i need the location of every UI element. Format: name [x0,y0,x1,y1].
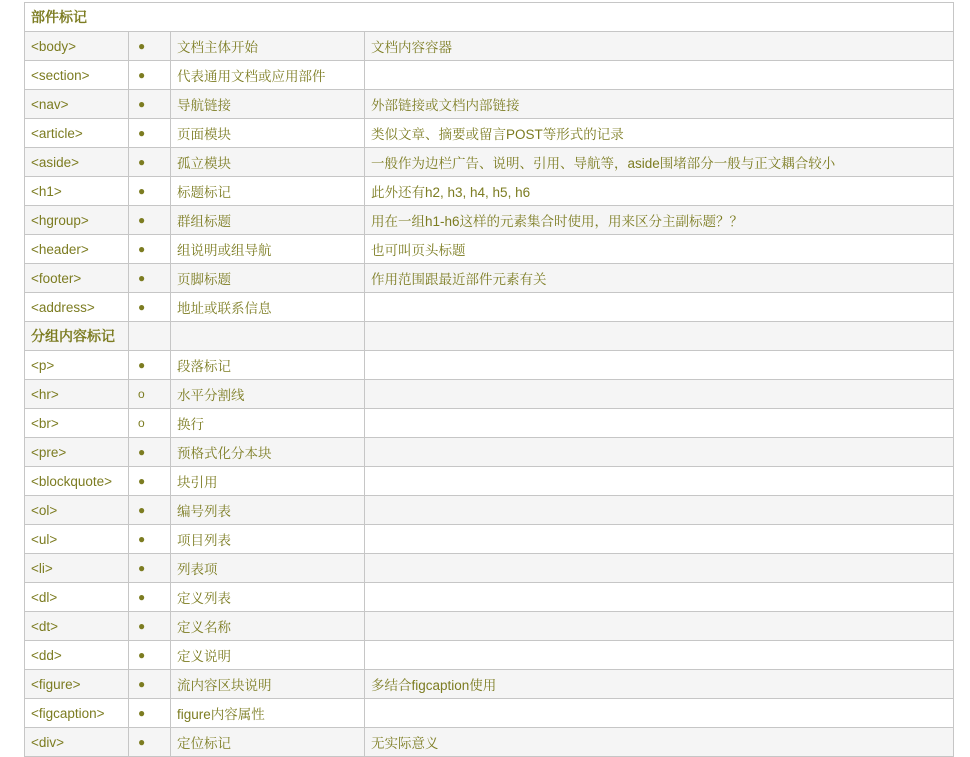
bullet-cell: o [129,380,171,409]
description-cell: 项目列表 [171,525,365,554]
description-cell: 地址或联系信息 [171,293,365,322]
note-cell [365,496,954,525]
bullet-cell: ● [129,641,171,670]
section-header-label: 部件标记 [25,3,954,32]
bullet-cell: ● [129,496,171,525]
row-pre [25,438,954,467]
note-cell [365,583,954,612]
description-cell: 孤立模块 [171,148,365,177]
bullet-cell: ● [129,438,171,467]
note-cell [365,322,954,351]
row-figure [25,670,954,699]
description-cell: 代表通用文档或应用部件 [171,61,365,90]
note-cell [365,380,954,409]
row-nav [25,90,954,119]
note-cell [365,61,954,90]
bullet-cell: ● [129,177,171,206]
tag-cell: <article> [25,119,129,148]
tag-cell: <nav> [25,90,129,119]
bullet-cell: ● [129,728,171,757]
row-dt [25,612,954,641]
tag-cell: <br> [25,409,129,438]
row-ul [25,525,954,554]
tag-cell: <address> [25,293,129,322]
note-cell [365,641,954,670]
bullet-cell: ● [129,32,171,61]
tag-cell: <blockquote> [25,467,129,496]
bullet-cell: ● [129,699,171,728]
bullet-cell: ● [129,670,171,699]
description-cell: 标题标记 [171,177,365,206]
tag-cell: <hgroup> [25,206,129,235]
description-cell: 编号列表 [171,496,365,525]
description-cell: 文档主体开始 [171,32,365,61]
tag-cell: <figure> [25,670,129,699]
bullet-cell: ● [129,351,171,380]
note-cell [365,351,954,380]
note-cell [365,699,954,728]
note-cell: 外部链接或文档内部链接 [365,90,954,119]
row-aside [25,148,954,177]
description-cell: 页面模块 [171,119,365,148]
row-blockquote [25,467,954,496]
note-cell [365,467,954,496]
row-address [25,293,954,322]
section-header-label: 分组内容标记 [25,322,129,351]
bullet-cell: ● [129,235,171,264]
bullet-cell: ● [129,293,171,322]
bullet-cell: ● [129,525,171,554]
tag-cell: <body> [25,32,129,61]
bullet-cell: ● [129,90,171,119]
bullet-cell: ● [129,148,171,177]
bullet-cell [129,322,171,351]
tag-cell: <dt> [25,612,129,641]
description-cell: 定义名称 [171,612,365,641]
bullet-cell: ● [129,612,171,641]
row-section [25,61,954,90]
tag-cell: <div> [25,728,129,757]
row-ol [25,496,954,525]
note-cell: 文档内容容器 [365,32,954,61]
bullet-cell: ● [129,264,171,293]
row-hr [25,380,954,409]
note-cell: 此外还有h2, h3, h4, h5, h6 [365,177,954,206]
section-header-grouping-content-tags [25,322,954,351]
description-cell: 段落标记 [171,351,365,380]
description-cell: 块引用 [171,467,365,496]
description-cell: 定义列表 [171,583,365,612]
note-cell: 用在一组h1-h6这样的元素集合时使用，用来区分主副标题？？ [365,206,954,235]
note-cell: 类似文章、摘要或留言POST等形式的记录 [365,119,954,148]
bullet-cell: ● [129,554,171,583]
row-article [25,119,954,148]
note-cell: 作用范围跟最近部件元素有关 [365,264,954,293]
tag-cell: <section> [25,61,129,90]
row-hgroup [25,206,954,235]
description-cell: 水平分割线 [171,380,365,409]
row-div [25,728,954,757]
row-figcaption [25,699,954,728]
note-cell: 一般作为边栏广告、说明、引用、导航等，aside围堵部分一般与正文耦合较小 [365,148,954,177]
tag-cell: <h1> [25,177,129,206]
note-cell [365,612,954,641]
note-cell [365,409,954,438]
description-cell: 群组标题 [171,206,365,235]
row-h1 [25,177,954,206]
bullet-cell: ● [129,467,171,496]
tag-cell: <li> [25,554,129,583]
note-cell [365,554,954,583]
row-dl [25,583,954,612]
tag-cell: <hr> [25,380,129,409]
tag-cell: <aside> [25,148,129,177]
tag-cell: <ol> [25,496,129,525]
description-cell: 流内容区块说明 [171,670,365,699]
description-cell: 组说明或组导航 [171,235,365,264]
tag-cell: <ul> [25,525,129,554]
bullet-cell: ● [129,206,171,235]
description-cell [171,322,365,351]
bullet-cell: ● [129,61,171,90]
tag-cell: <dd> [25,641,129,670]
row-li [25,554,954,583]
section-header-component-tags [25,3,954,32]
tag-cell: <p> [25,351,129,380]
description-cell: figure内容属性 [171,699,365,728]
note-cell: 也可叫页头标题 [365,235,954,264]
tag-cell: <footer> [25,264,129,293]
row-dd [25,641,954,670]
row-body [25,32,954,61]
tag-cell: <pre> [25,438,129,467]
html-tags-table [24,2,954,757]
note-cell [365,293,954,322]
tag-cell: <header> [25,235,129,264]
note-cell: 多结合figcaption使用 [365,670,954,699]
bullet-cell: ● [129,119,171,148]
note-cell [365,438,954,467]
bullet-cell: o [129,409,171,438]
description-cell: 定义说明 [171,641,365,670]
description-cell: 换行 [171,409,365,438]
row-footer [25,264,954,293]
row-p [25,351,954,380]
bullet-cell: ● [129,583,171,612]
description-cell: 预格式化分本块 [171,438,365,467]
description-cell: 列表项 [171,554,365,583]
note-cell [365,525,954,554]
tag-cell: <dl> [25,583,129,612]
description-cell: 页脚标题 [171,264,365,293]
note-cell: 无实际意义 [365,728,954,757]
description-cell: 导航链接 [171,90,365,119]
row-br [25,409,954,438]
tag-cell: <figcaption> [25,699,129,728]
row-header [25,235,954,264]
description-cell: 定位标记 [171,728,365,757]
